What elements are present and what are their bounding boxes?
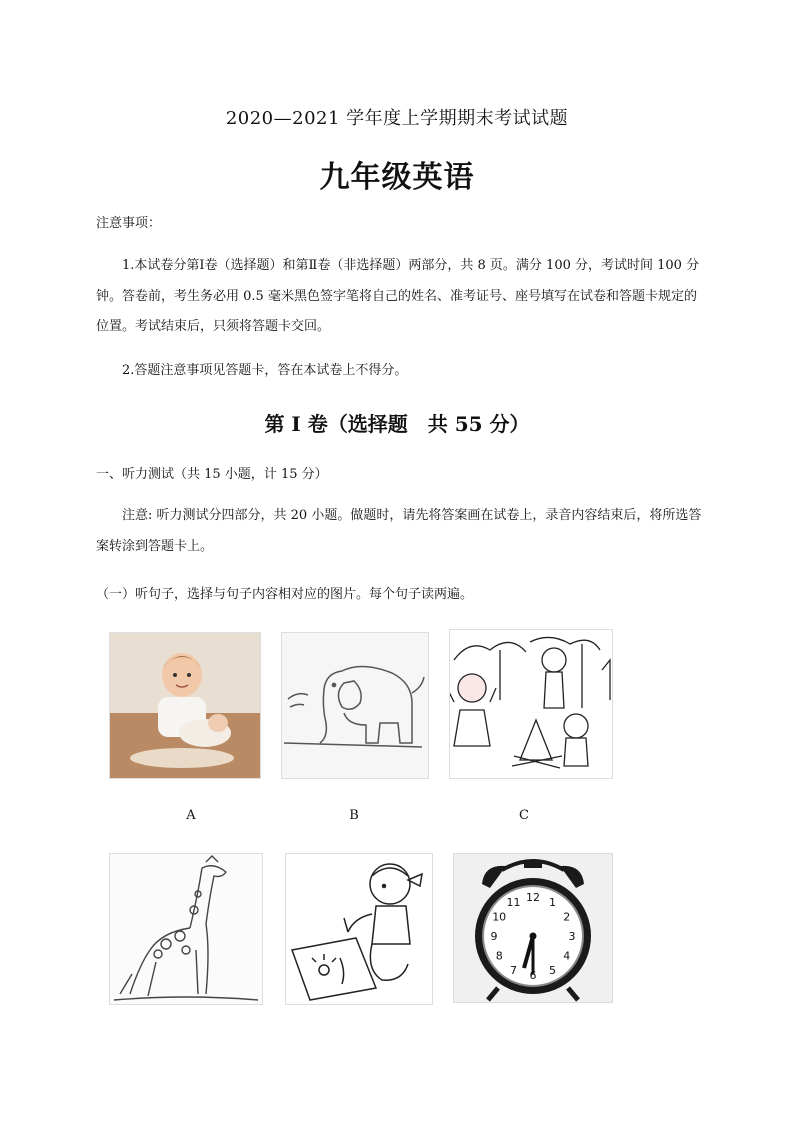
clock-number: 7	[510, 963, 517, 977]
sub1-instruction: （一）听句子，选择与句子内容相对应的图片。每个句子读两遍。	[96, 587, 474, 602]
clock-number: 5	[549, 963, 556, 977]
clock-number: 9	[490, 930, 498, 943]
picture-c-campfire-children	[449, 629, 613, 779]
section-heading: 第 I 卷（选择题 共 55 分）	[264, 412, 530, 436]
subject-title: 九年级英语	[319, 160, 475, 195]
picture-child-drawing	[285, 853, 433, 1005]
clock-number: 10	[492, 910, 507, 924]
picture-a-boy-with-baby	[109, 632, 261, 779]
clock-number: 4	[563, 949, 571, 963]
note-item-2: 2.答题注意事项见答题卡，答在本试卷上不得分。	[122, 363, 408, 378]
picture-b-elephant	[281, 632, 429, 779]
clock-number: 2	[563, 910, 571, 924]
picture-giraffe	[109, 853, 263, 1005]
part1-note: 注意: 听力测试分四部分，共 20 小题。做题时，请先将答案画在试卷上，录音内容结束后，将所选答案转涂到答题卡上。	[96, 508, 702, 554]
picture-alarm-clock	[453, 853, 613, 1003]
note-item-1: 1.本试卷分第Ⅰ卷（选择题）和第Ⅱ卷（非选择题）两部分，共 8 页。满分 100 分，考试时间 100 分钟。答卷前，考生务必用 0.5 毫米黑色签字笔将自己的姓名、准考证号、座号填写在试卷和答题卡规定的位置。考试结束后，只须将答题卡交回。	[96, 258, 700, 334]
clock-number: 11	[506, 896, 521, 910]
option-label-b: B	[349, 808, 359, 823]
clock-number: 1	[549, 896, 556, 910]
clock-number: 8	[495, 949, 503, 963]
option-label-c: C	[519, 808, 529, 823]
clock-number: 3	[568, 930, 576, 943]
part1-title: 一、听力测试（共 15 小题，计 15 分）	[96, 467, 328, 482]
option-label-a: A	[186, 808, 196, 823]
clock-number: 6	[529, 969, 537, 982]
notes-heading: 注意事项：	[96, 216, 162, 231]
clock-number: 12	[526, 891, 540, 904]
exam-title: 2020—2021 学年度上学期期末考试试题	[225, 108, 569, 129]
